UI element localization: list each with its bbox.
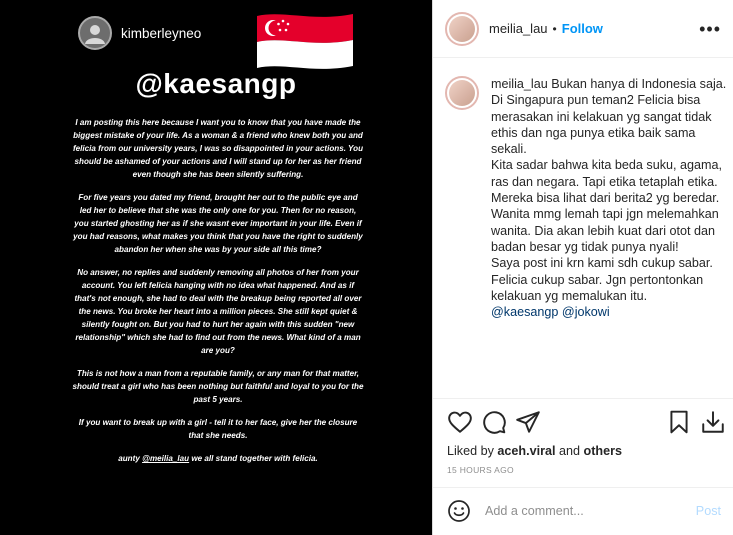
comment-bar (447, 498, 721, 524)
caption-line: Bukan hanya di Indonesia saja. Di Singapura pun teman2 Felicia bisa merasakan ini kelakuan yg sangat tidak ethis dan nga punya etika baik sama sekali. (491, 77, 727, 157)
share-icon[interactable] (515, 409, 541, 435)
author-username[interactable]: meilia_lau (489, 21, 548, 36)
caption-avatar[interactable] (445, 76, 479, 110)
closing-suffix: we all stand together with felicia. (189, 454, 318, 464)
divider (433, 398, 733, 399)
post-sidebar (432, 0, 733, 535)
likes-summary (447, 444, 622, 458)
liked-by-user[interactable]: aceh.viral (497, 444, 556, 458)
likes-middle: and (555, 444, 584, 458)
caption-tags (491, 304, 727, 320)
follow-button[interactable]: Follow (561, 21, 603, 36)
likes-prefix: Liked by (447, 444, 498, 458)
caption-line: Saya post ini krn kami sdh cukup sabar. Felicia cukup sabar. Jgn pertontonkan kelakuan yg memalukan itu. (491, 256, 713, 303)
story-paragraph: For five years you dated my friend, brought her out to the public eye and led her to believe that she was the only one for you. Then for no reason, you started ghosting her as if she wasnt ever important in your life. Even if you had reasons, what makes you think that you have the right to suddenly abandon her when she was by your side all this time? (73, 193, 363, 254)
divider (433, 487, 733, 488)
author-avatar[interactable] (445, 12, 479, 46)
tag-link-jokowi[interactable]: @jokowi (561, 305, 610, 320)
post-timestamp[interactable]: 15 HOURS AGO (447, 465, 514, 475)
heart-icon[interactable] (447, 409, 473, 435)
story-paragraph: This is not how a man from a reputable family, or any man for that matter, should treat a girl who has been nothing but faithful and loyal to you for the past 5 years. (72, 368, 364, 404)
story-paragraph: If you want to break up with a girl - tell it to her face, give her the closure that she needs. (78, 418, 358, 441)
story-avatar (78, 16, 112, 50)
caption-first-line (491, 76, 727, 157)
emoji-icon[interactable] (447, 499, 471, 523)
story-paragraph: No answer, no replies and suddenly removing all photos of her from your account. You left felicia hanging with no idea what happened. And as if that's not enough, she had to deal with the breakup being reported all over the news. You broke her heart into a million pieces. She still kept quiet & silently fought on. But you had to hurt her again with this sudden "new relationship" which she had to find out from the news. What kind of a man are you? (74, 268, 362, 355)
comment-input[interactable] (485, 504, 696, 518)
caption-username[interactable]: meilia_lau (491, 77, 548, 91)
author-photo (449, 16, 475, 42)
person-icon (82, 20, 108, 46)
caption-line: Wanita mmg lemah tapi jgn melemahkan wanita. Dia akan lebih kuat dari otot dan badan besar yg tidak punya nyali! (491, 207, 719, 254)
story-mention: @kaesangp (135, 68, 297, 99)
download-icon[interactable] (700, 409, 726, 435)
story-header (78, 16, 201, 50)
post-header (433, 0, 733, 58)
caption-line: Mereka bisa lihat dari berita2 yg beredar. (491, 191, 720, 206)
tag-link-kaesangp[interactable]: @kaesangp (491, 305, 559, 320)
story-closing (72, 453, 364, 466)
action-bar (447, 409, 721, 439)
post-comment-button[interactable]: Post (695, 504, 721, 518)
story-username: kimberleyneo (121, 25, 202, 41)
comment-icon[interactable] (481, 409, 507, 435)
separator-dot: • (552, 21, 557, 36)
caption-photo (449, 80, 475, 106)
story-message (72, 117, 364, 477)
closing-tag: @meilia_lau (142, 454, 190, 464)
bookmark-icon[interactable] (666, 409, 692, 435)
more-options-icon[interactable]: ••• (699, 19, 721, 39)
closing-prefix: aunty (118, 454, 143, 464)
story-paragraph: I am posting this here because I want you to know that you have made the biggest mistake of your life. As a woman & a friend who knew both you and felicia from our university years, I was so disappointed in your actions. You should be ashamed of your actions and I will stand up for her as her friend even though she has been silently suffering. (72, 118, 364, 179)
singapore-flag-icon (253, 10, 357, 70)
caption-text (491, 76, 727, 320)
caption-line: Kita sadar bahwa kita beda suku, agama, ras dan negara. Tapi etika tetaplah etika. (491, 158, 723, 189)
likes-others[interactable]: others (583, 444, 623, 458)
caption (445, 76, 727, 320)
